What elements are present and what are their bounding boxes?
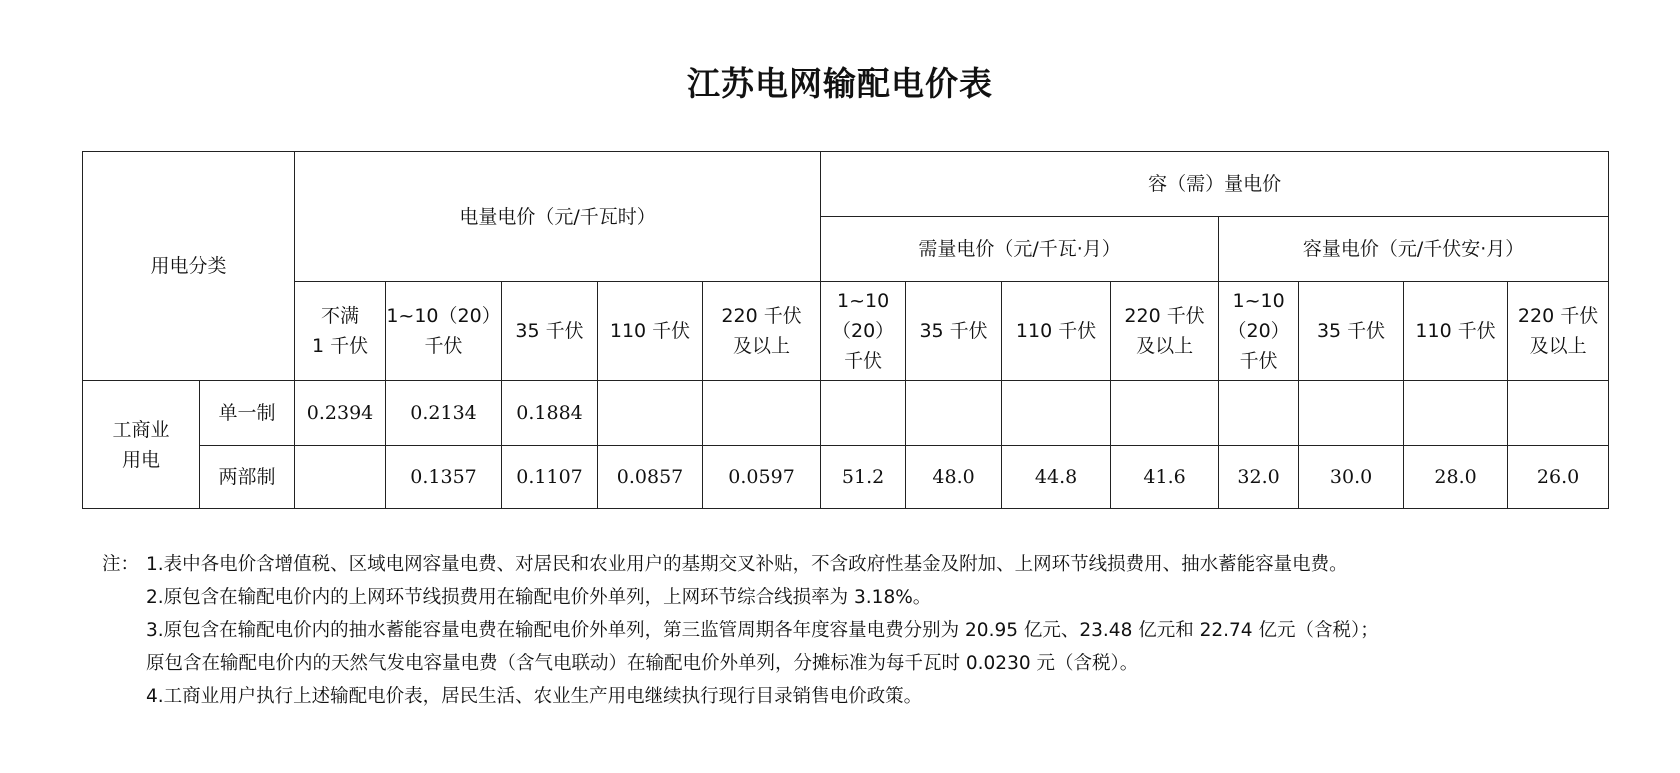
row-label: 两部制 [200,446,295,509]
note-text: 1.表中各电价含增值税、区域电网容量电费、对居民和农业用户的基期交叉补贴，不含政府性基金及附加、上网环节线损费用、抽水蓄能容量电费。 [146,554,1348,575]
energy-price-header: 电量电价（元/千瓦时） [295,152,821,282]
table-cell: 0.1884 [502,381,598,446]
table-cell [1111,381,1219,446]
energy-col-header: 1~10（20） 千伏 [386,282,502,381]
capacity-price-header: 容量电价（元/千伏安·月） [1219,217,1609,282]
category-header: 用电分类 [83,152,295,381]
energy-col-header: 35 千伏 [502,282,598,381]
demand-col-header: 35 千伏 [906,282,1002,381]
group-label: 工商业 用电 [83,381,200,509]
table-cell [1219,381,1299,446]
note-item: 2.原包含在输配电价内的上网环节线损费用在输配电价外单列，上网环节综合线损率为 3.18%。 [146,587,932,608]
demand-col-header: 110 千伏 [1002,282,1111,381]
row-label: 单一制 [200,381,295,446]
table-cell [1002,381,1111,446]
demand-col-header: 1~10 （20） 千伏 [821,282,906,381]
table-cell [295,446,386,509]
table-cell: 30.0 [1299,446,1404,509]
table-cell: 44.8 [1002,446,1111,509]
table-row [83,381,1609,446]
capacity-col-header: 110 千伏 [1404,282,1508,381]
table-cell: 0.0857 [598,446,703,509]
table-cell [1508,381,1609,446]
capacity-col-header: 220 千伏 及以上 [1508,282,1609,381]
table-cell: 41.6 [1111,446,1219,509]
table-cell: 26.0 [1508,446,1609,509]
table-cell: 28.0 [1404,446,1508,509]
page-title: 江苏电网输配电价表 [687,64,993,103]
capacity-col-header: 35 千伏 [1299,282,1404,381]
table-cell [703,381,821,446]
note-item: 3.原包含在输配电价内的抽水蓄能容量电费在输配电价外单列，第三监管周期各年度容量电费分别为 20.95 亿元、23.48 亿元和 22.74 亿元（含税）； [146,620,1379,641]
note-item [102,548,1379,581]
table-cell: 48.0 [906,446,1002,509]
table-cell [1299,381,1404,446]
demand-price-header: 需量电价（元/千瓦·月） [821,217,1219,282]
table-cell: 51.2 [821,446,906,509]
energy-col-header: 220 千伏 及以上 [703,282,821,381]
notes-label: 注： [102,554,140,575]
table-cell [821,381,906,446]
note-item: 4.工商业用户执行上述输配电价表，居民生活、农业生产用电继续执行现行目录销售电价政策。 [146,686,923,707]
table-cell: 0.2394 [295,381,386,446]
note-item: 原包含在输配电价内的天然气发电容量电费（含气电联动）在输配电价外单列，分摊标准为每千瓦时 0.0230 元（含税）。 [146,653,1139,674]
table-cell: 0.1107 [502,446,598,509]
notes [102,548,1379,713]
energy-col-header: 110 千伏 [598,282,703,381]
tariff-table [82,151,1609,509]
capacity-group-header: 容（需）量电价 [821,152,1609,217]
table-cell [906,381,1002,446]
table-cell [1404,381,1508,446]
table-cell: 0.1357 [386,446,502,509]
demand-col-header: 220 千伏 及以上 [1111,282,1219,381]
table-cell: 0.0597 [703,446,821,509]
capacity-col-header: 1~10 （20） 千伏 [1219,282,1299,381]
table-cell [598,381,703,446]
table-row [83,446,1609,509]
table-cell: 32.0 [1219,446,1299,509]
table-cell: 0.2134 [386,381,502,446]
energy-col-header: 不满 1 千伏 [295,282,386,381]
